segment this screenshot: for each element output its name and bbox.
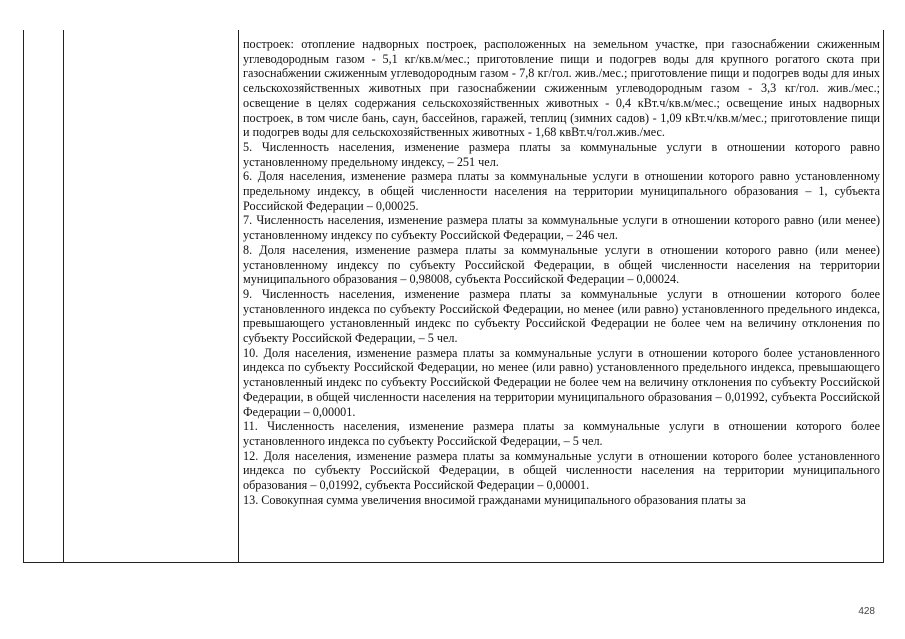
paragraph-item-13: 13. Совокупная сумма увеличения вносимой гражданами муниципального образования платы за: [243, 492, 746, 507]
paragraph-item-8: 8. Доля населения, изменение размера платы за коммунальные услуги в отношении которого равно (или менее) установленному индексу по субъекту Российской Федерации, в общей численности населения на территории муниципального образования – 0,98008, субъекта Российской Федерации – 0,00024.: [243, 242, 880, 287]
paragraph-item-5: 5. Численность населения, изменение размера платы за коммунальные услуги в отношении которого равно установленному предельному индексу, – 251 чел.: [243, 139, 880, 169]
paragraph-item-12: 12. Доля населения, изменение размера платы за коммунальные услуги в отношении которого более установленного индекса по субъекту Российской Федерации, в общей численности населения на территории муниципального образования – 0,01992, субъекта Российской Федерации – 0,00001.: [243, 448, 880, 493]
paragraph-item-9: 9. Численность населения, изменение размера платы за коммунальные услуги в отношении которого более установленного индекса по субъекту Российской Федерации, но менее (или равно) установленного предельного индекса, превышающего установленный индекс по субъекту Российской Федерации не более чем на величину отклонения по субъекту Российской Федерации, – 5 чел.: [243, 286, 880, 346]
paragraph-continuation: построек: отопление надворных построек, расположенных на земельном участке, при газоснабжении сжиженным углеводородным газом - 5,1 кг/кв.м/мес.; приготовление пищи и подогрев воды для крупного рогатого скота при газоснабжении сжиженным углеводородным газом - 7,8 кг/гол. жив./мес.; приготовление пищи и подогрев воды для иных сельскохозяйственных животных при газоснабжении сжиженным углеводородным газом - 3,3 кг/гол. жив./мес.; освещение в целях содержания сельскохозяйственных животных - 0,4 кВт.ч/кв.м/мес.; освещение иных надворных построек, в том числе бань, саун, бассейнов, гаражей, теплиц (зимних садов) - 1,09 кВт.ч/кв.м/мес.; приготовление пищи и подогрев воды для сельскохозяйственных животных - 1,68 квВт.ч/гол.жив./мес.: [243, 37, 880, 140]
paragraph-item-6: 6. Доля населения, изменение размера платы за коммунальные услуги в отношении которого равно установленному предельному индексу, в общей численности населения на территории муниципального образования – 1, субъекта Российской Федерации – 0,00025.: [243, 169, 880, 213]
table-column-number: [24, 30, 64, 562]
table-column-content: [239, 30, 883, 562]
paragraph-item-7: 7. Численность населения, изменение размера платы за коммунальные услуги в отношении которого равно (или менее) установленному индексу по субъекту Российской Федерации, – 246 чел.: [243, 213, 880, 243]
table-column-name: [64, 30, 239, 562]
paragraph-item-11: 11. Численность населения, изменение размера платы за коммунальные услуги в отношении которого более установленного индекса по субъекту Российской Федерации, – 5 чел.: [243, 419, 880, 448]
page-number: 428: [858, 606, 875, 617]
document-table: [23, 30, 884, 563]
paragraph-item-10: 10. Доля населения, изменение размера платы за коммунальные услуги в отношении которого более установленного индекса по субъекту Российской Федерации, но менее (или равно) установленного предельного индекса, превышающего установленный индекс по субъекту Российской Федерации не более чем на величину отклонения по субъекту Российской Федерации, в общей численности населения на территории муниципального образования – 0,01992, субъекта Российской Федерации – 0,00001.: [243, 345, 880, 419]
